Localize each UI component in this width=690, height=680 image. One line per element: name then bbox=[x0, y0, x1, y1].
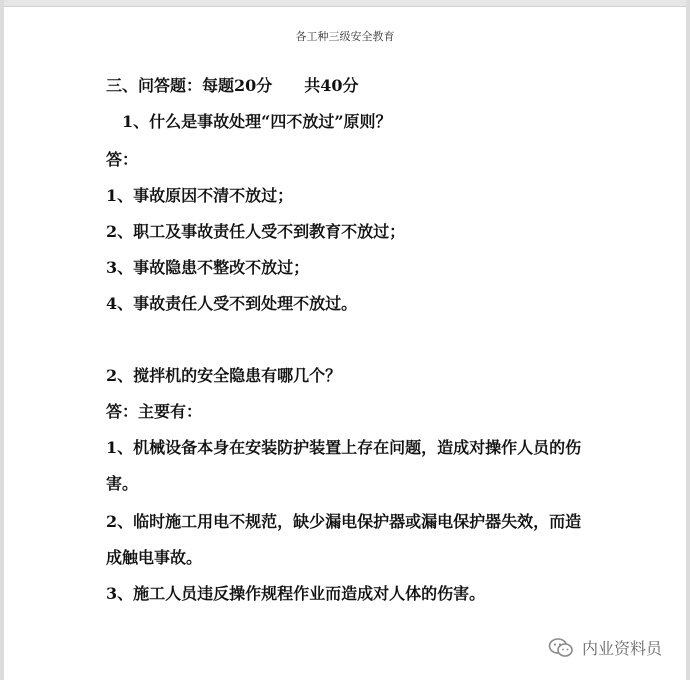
answer-1-item-2: 2、职工及事故责任人受不到教育不放过； bbox=[106, 222, 406, 241]
answer-2-item-2-cont: 成触电事故。 bbox=[106, 548, 203, 567]
answer-1-item-4: 4、事故责任人受不到处理不放过。 bbox=[106, 294, 358, 313]
answer-1-item-3: 3、事故隐患不整改不放过； bbox=[106, 258, 310, 277]
answer-2-item-2: 2、临时施工用电不规范，缺少漏电保护器或漏电保护器失效，而造 bbox=[106, 512, 582, 531]
answer-2-item-1-cont: 害。 bbox=[106, 474, 139, 493]
answer-1-item-1: 1、事故原因不清不放过； bbox=[106, 186, 294, 205]
window-left-edge bbox=[0, 0, 4, 680]
answer-2-label: 答：主要有： bbox=[106, 402, 203, 421]
answer-2-item-3: 3、施工人员违反操作规程作业而造成对人体的伤害。 bbox=[106, 584, 486, 603]
window-right-edge bbox=[686, 0, 690, 680]
wechat-icon bbox=[548, 637, 574, 659]
watermark-text: 内业资料员 bbox=[582, 639, 663, 658]
question-1: 1、什么是事故处理“四不放过”原则？ bbox=[122, 112, 392, 131]
answer-2-item-1: 1、机械设备本身在安装防护装置上存在问题，造成对操作人员的伤 bbox=[106, 438, 582, 457]
window-top-edge bbox=[0, 0, 690, 7]
question-2: 2、搅拌机的安全隐患有哪几个？ bbox=[106, 366, 342, 385]
page-header: 各工种三级安全教育 bbox=[295, 30, 395, 43]
answer-1-label: 答： bbox=[106, 150, 139, 169]
section-heading: 三、问答题：每题20分 共40分 bbox=[106, 76, 359, 95]
account-watermark bbox=[548, 636, 662, 659]
